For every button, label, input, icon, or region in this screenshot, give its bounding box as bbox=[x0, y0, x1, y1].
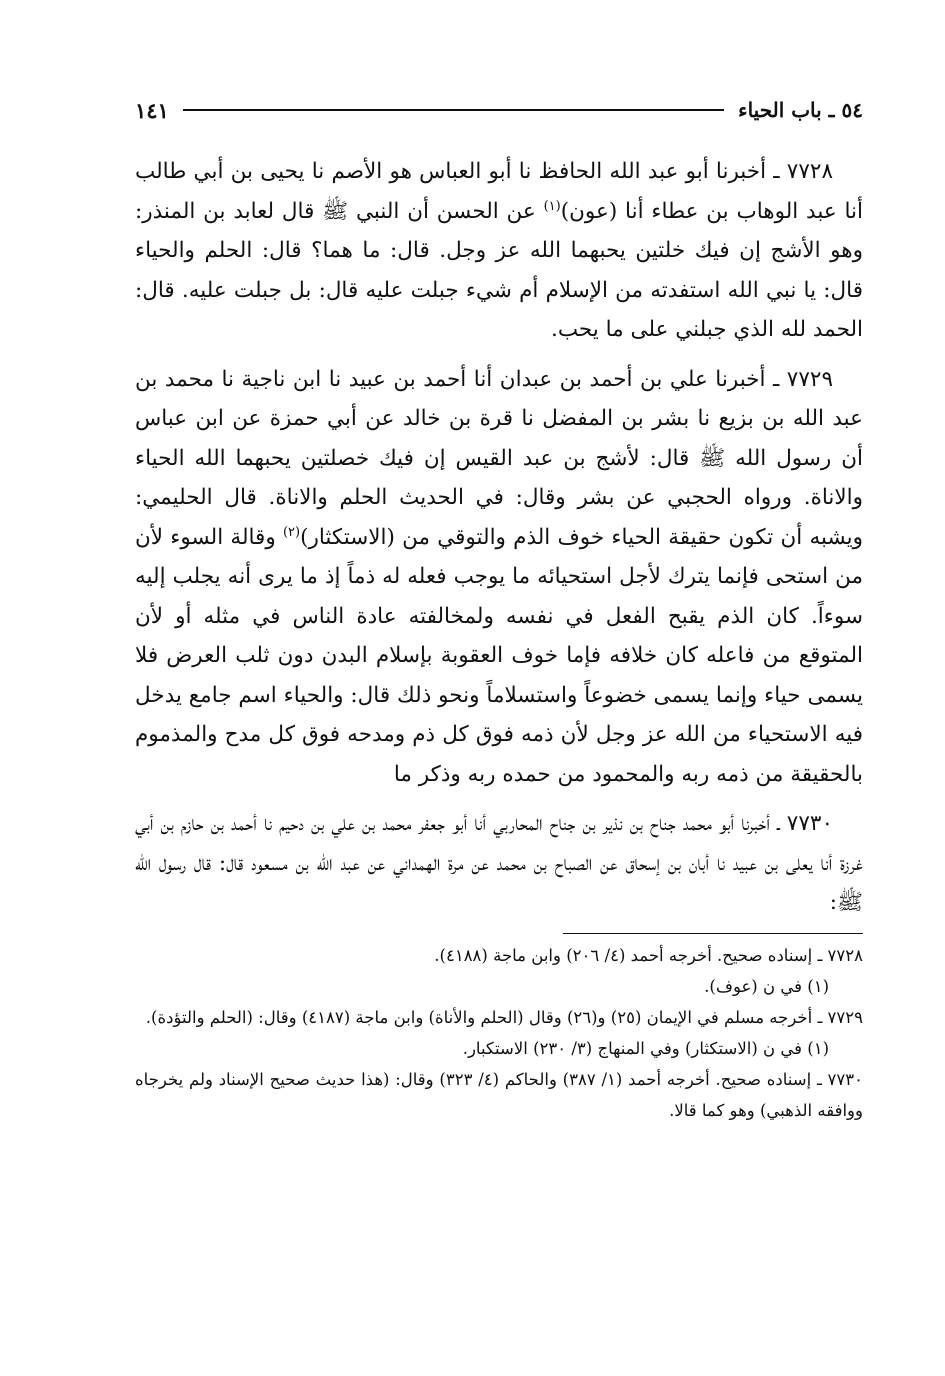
hadith-text-continued: عن الحسن أن النبي ﷺ قال لعابد بن المنذر: وهو الأشج إن فيك خلتين يحبهما الله عز وجل. قال: ما هما؟ قال: الحلم والحياء قال: يا نبي الله استفدته من الإسلام أم شيء جبلت عليه قال: بل جبلت عليه. قال: الحمد لله الذي جبلني على ما يحب. bbox=[135, 198, 863, 342]
footnote-rule bbox=[563, 933, 863, 934]
footnote-7730: ٧٧٣٠ ـ إسناده صحيح. أخرجه أحمد (١/ ٣٨٧) والحاكم (٤/ ٣٢٣) وقال: (هذا حديث صحيح الإسناد ولم يخرجاه ووافقه الذهبي) وهو كما قالا. bbox=[135, 1069, 863, 1120]
hadith-7730 bbox=[135, 804, 863, 923]
hadith-text: ٧٧٢٩ ـ أخبرنا علي بن أحمد بن عبدان أنا أحمد بن عبيد نا ابن ناجية نا محمد بن عبد الله بن بزيع نا بشر بن المفضل نا قرة بن خالد عن أبي حمزة عن ابن عباس أن رسول الله ﷺ قال: لأشج بن عبد القيس إن فيك خصلتين يحبهما الله الحياء والاناة. ورواه الحجبي عن بشر وقال: في الحديث الحلم والاناة. قال الحليمي: ويشبه أن تكون حقيقة الحياء خوف الذم والتوقي من (الاستكثار) bbox=[135, 366, 864, 550]
hadith-text: ٧٧٢٨ ـ أخبرنا أبو عبد الله الحافظ نا أبو العباس هو الأصم نا يحيى بن أبي طالب أنا عبد الوهاب بن عطاء أنا (عون) bbox=[135, 159, 863, 224]
footnote-7728: ٧٧٢٨ ـ إسناده صحيح. أخرجه أحمد (٤/ ٢٠٦) وابن ماجة (٤١٨٨). bbox=[434, 945, 863, 965]
footnote-marker: (٢) bbox=[282, 524, 301, 540]
footnote-7728-1: (١) في ن (عوف). bbox=[704, 976, 829, 996]
header-rule bbox=[183, 109, 724, 111]
hadith-7728 bbox=[135, 152, 863, 350]
footnote-7729-1: (١) في ن (الاستكثار) وفي المنهاج (٣/ ٢٣٠) الاستكبار. bbox=[462, 1038, 829, 1058]
hadith-7729 bbox=[135, 360, 863, 795]
page-number: ١٤١ bbox=[135, 97, 169, 123]
footnote-marker: (١) bbox=[543, 198, 561, 214]
hadith-text-continued: وقالة السوء لأن من استحى فإنما يترك لأجل استحيائه ما يوجب فعله له ذماً إذ ما يرى أنه يجلب إليه سوءاً. كان الذم يقبح الفعل في نفسه ولمخالفته عادة الناس في مثله أو لأن المتوقع من فاعله كان خلافه فإما خوف العقوبة بإسلام البدن دون ثلب العرض فلا يسمى حياء وإنما يسمى خضوعاً واستسلاماً ونحو ذلك قال: والحياء اسم جامع يدخل فيه الاستحياء من الله عز وجل لأن ذمه فوق كل ذم ومدحه فوق كل مدح والمذموم بالحقيقة من ذمه ربه والمحمود من حمده ربه وذكر ما bbox=[135, 524, 863, 787]
hadith-text: ٧٧٣٠ ـ أخبرنا أبو محمد جناح بن نذير بن جناح المحاربي أنا أبو جعفر محمد بن علي بن دحيم نا أحمد بن حازم بن أبي غرزة أنا يعلى بن عبيد نا أبان بن إسحاق عن الصباح بن محمد عن مرة الهمداني عن عبد الله بن مسعود قال: قال رسول الله ﷺ: bbox=[135, 811, 863, 915]
chapter-title: ٥٤ ـ باب الحياء bbox=[738, 98, 863, 122]
footnote-7729: ٧٧٢٩ ـ أخرجه مسلم في الإيمان (٢٥) و(٢٦) وقال (الحلم والأناة) وابن ماجة (٤١٨٧) وقال: (الحلم والتؤدة). bbox=[145, 1007, 863, 1027]
footnotes bbox=[135, 933, 863, 1126]
book-page bbox=[135, 92, 863, 1332]
running-header bbox=[135, 92, 863, 128]
main-text bbox=[135, 152, 863, 923]
